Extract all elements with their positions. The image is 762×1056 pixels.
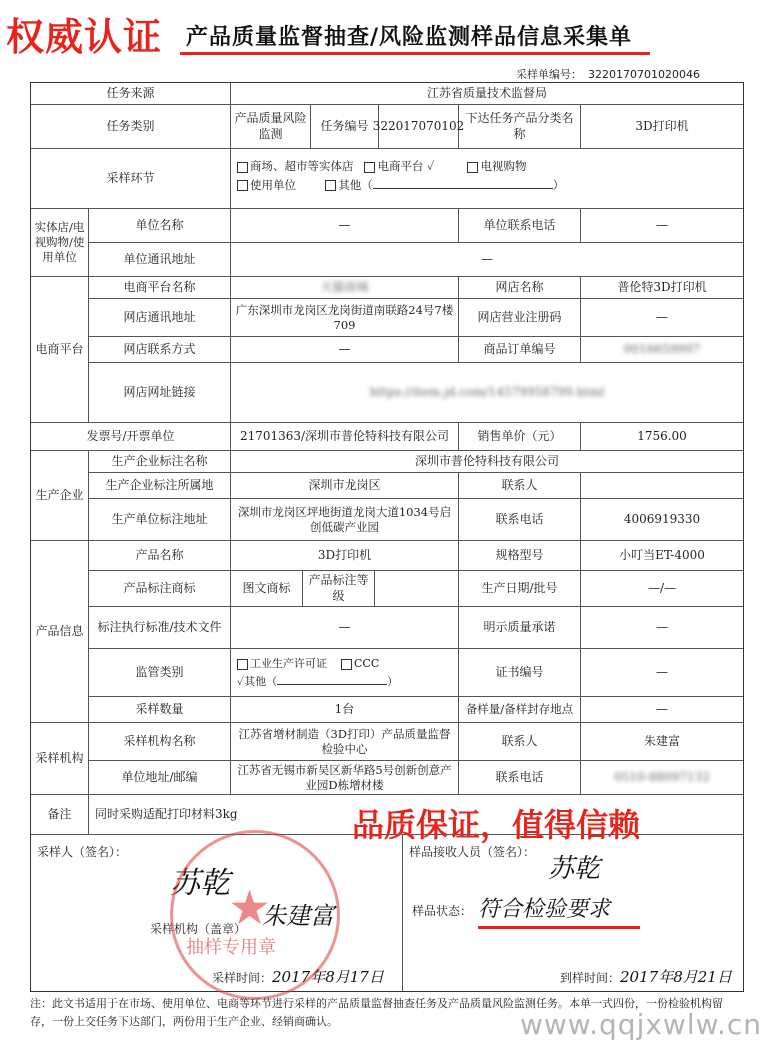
title-red-underline — [180, 52, 650, 55]
checkbox-icon — [237, 180, 248, 191]
checkbox-icon — [341, 659, 352, 670]
standard-label: 标注执行标准/技术文件 — [89, 607, 231, 649]
remarks-label: 备注 — [31, 795, 89, 835]
invoice-value: 21701363/深圳市普伦特科技有限公司 — [231, 423, 459, 451]
checkbox-icon — [467, 162, 478, 173]
unit-name-label: 单位名称 — [89, 209, 231, 243]
producer-phone-value: 4006919330 — [581, 499, 743, 541]
shop-registration-value: — — [581, 299, 743, 337]
sampling-time-value: 2017年8月17日 — [272, 968, 384, 986]
product-name-value: 3D打印机 — [231, 541, 459, 571]
supervision-option-other[interactable]: ✓其他（ ） — [237, 675, 399, 689]
order-number-value: 0016659997 — [581, 337, 743, 363]
unit-phone-label: 单位联系电话 — [459, 209, 581, 243]
unit-address-label: 单位通讯地址 — [89, 243, 231, 277]
agency-contact-label: 联系人 — [459, 723, 581, 761]
sample-quantity-value: 1台 — [231, 697, 459, 723]
sampler-signature-label: 采样人（签名）： — [37, 845, 128, 859]
sampling-stage-label: 采样环节 — [31, 149, 231, 209]
model-value: 小叮当ET-4000 — [581, 541, 743, 571]
producer-group-label: 生产企业 — [31, 451, 89, 541]
producer-name-label: 生产企业标注名称 — [89, 451, 231, 473]
trademark-value: 图文商标 — [231, 571, 303, 607]
sample-status-value: 符合检验要求 — [478, 897, 611, 922]
unit-phone-value: — — [581, 209, 743, 243]
unit-price-label: 销售单价（元） — [459, 423, 581, 451]
shop-name-value: 普伦特3D打印机 — [581, 277, 743, 299]
checkbox-icon — [237, 162, 248, 173]
stage-option-ecommerce[interactable]: 电商平台 ✓ — [364, 159, 434, 173]
task-source-label: 任务来源 — [31, 83, 231, 105]
agency-phone-label: 联系电话 — [459, 761, 581, 795]
shop-url-label: 网店网址链接 — [89, 363, 231, 423]
sample-quantity-label: 采样数量 — [89, 697, 231, 723]
backup-sample-label: 备样量/备样封存地点 — [459, 697, 581, 723]
supervision-label: 监管类别 — [89, 649, 231, 697]
supervision-options — [231, 649, 459, 697]
sampling-time-label: 采样时间： — [212, 971, 273, 985]
quality-guarantee-overlay: 品质保证，值得信赖 — [352, 806, 641, 844]
seal-text: 抽样专用章 — [186, 937, 276, 958]
grade-label: 产品标注等级 — [303, 571, 375, 607]
arrival-time-label: 到样时间： — [560, 971, 621, 985]
checkbox-icon — [364, 162, 375, 173]
producer-address-label: 生产单位标注地址 — [89, 499, 231, 541]
agency-phone-value: 0510-88097132 — [581, 761, 743, 795]
sample-status-label: 样品状态： — [412, 904, 473, 918]
sampling-time — [212, 966, 384, 987]
shop-address-value: 广东深圳市龙岗区龙岗街道南联路24号7楼709 — [231, 299, 459, 337]
task-number-label: 任务编号 — [311, 105, 379, 149]
unit-address-value: — — [231, 243, 743, 277]
task-source-value: 江苏省质量技术监督局 — [231, 83, 743, 105]
agency-name-value: 江苏省增材制造（3D打印）产品质量监督检验中心 — [231, 723, 459, 761]
producer-location-value: 深圳市龙岗区 — [231, 473, 459, 499]
certificate-value: — — [581, 649, 743, 697]
model-label: 规格型号 — [459, 541, 581, 571]
sampling-form — [30, 82, 744, 992]
producer-name-value: 深圳市普伦特科技有限公司 — [231, 451, 743, 473]
platform-name-label: 电商平台名称 — [89, 277, 231, 299]
status-red-underline — [478, 926, 640, 929]
production-date-label: 生产日期/批号 — [459, 571, 581, 607]
agency-seal-label: 采样机构（盖章） — [150, 922, 247, 936]
form-title: 产品质量监督抽查/风险监测样品信息采集单 — [186, 24, 633, 50]
stage-option-tv[interactable]: 电视购物 — [467, 159, 526, 173]
unit-price-value: 1756.00 — [581, 423, 743, 451]
task-number-value: 322017070102 — [379, 105, 459, 149]
quality-promise-label: 明示质量承诺 — [459, 607, 581, 649]
checkbox-icon — [325, 180, 336, 191]
arrival-time-value: 2017年8月21日 — [620, 968, 732, 986]
quality-promise-value: — — [581, 607, 743, 649]
sampling-stage-options — [231, 149, 743, 209]
task-type-value: 产品质量风险监测 — [231, 105, 311, 149]
shop-name-label: 网店名称 — [459, 277, 581, 299]
shop-address-label: 网店通讯地址 — [89, 299, 231, 337]
shop-contact-label: 网店联系方式 — [89, 337, 231, 363]
shop-contact-value: — — [231, 337, 459, 363]
production-date-value: —/— — [581, 571, 743, 607]
agency-address-label: 单位地址/邮编 — [89, 761, 231, 795]
sampler-signature-1: 苏乾 — [170, 866, 230, 901]
agency-group-label: 采样机构 — [31, 723, 89, 795]
serial-value: 3220170701020046 — [588, 68, 700, 81]
receiver-signature-label: 样品接收人员（签名）： — [409, 845, 536, 859]
producer-location-label: 生产企业标注所属地 — [89, 473, 231, 499]
unit-name-value: — — [231, 209, 459, 243]
site-watermark: www.qqjxwlw.cn — [520, 1008, 762, 1041]
grade-value — [375, 571, 459, 607]
arrival-time — [560, 966, 732, 987]
receiver-signature: 苏乾 — [548, 854, 601, 884]
producer-contact-value — [581, 473, 743, 499]
stage-option-user[interactable]: 使用单位 — [237, 178, 296, 192]
order-number-label: 商品订单编号 — [459, 337, 581, 363]
producer-contact-label: 联系人 — [459, 473, 581, 499]
trademark-label: 产品标注商标 — [89, 571, 231, 607]
ecommerce-group-label: 电商平台 — [31, 277, 89, 423]
supervision-option-ccc[interactable]: CCC — [341, 657, 379, 670]
serial-label: 采样单编号： — [516, 68, 582, 81]
shop-url-value: https://item.jd.com/14579958799.html — [231, 363, 743, 423]
task-type-label: 任务类别 — [31, 105, 231, 149]
footer-note: 注：此文书适用于在市场、使用单位、电商等环节进行采样的产品质量监督抽查任务及产品质量风险监测任务。本单一式四份，一份检验机构留存，一份上交任务下达部门，两份用于生产企业、经销商确认。 — [30, 997, 723, 1028]
seal-star-icon: ★ — [228, 880, 272, 936]
agency-name-label: 采样机构名称 — [89, 723, 231, 761]
product-category-label: 下达任务产品分类名称 — [459, 105, 581, 149]
remarks-value: 同时采购适配打印材料3kg — [89, 795, 743, 835]
backup-sample-value: — — [581, 697, 743, 723]
product-category-value: 3D打印机 — [581, 105, 743, 149]
authority-certified-overlay: 权威认证 — [6, 15, 163, 59]
store-group-label: 实体店/电视购物/使用单位 — [31, 209, 89, 277]
product-group-label: 产品信息 — [31, 541, 89, 723]
certificate-label: 证书编号 — [459, 649, 581, 697]
stage-option-store[interactable]: 商场、超市等实体店 — [237, 159, 354, 173]
supervision-option-license[interactable]: 工业生产许可证 — [237, 657, 327, 670]
platform-name-value: 天猫商城 — [231, 277, 459, 299]
producer-address-value: 深圳市龙岗区坪地街道龙岗大道1034号启创低碳产业园 — [231, 499, 459, 541]
agency-contact-value: 朱建富 — [581, 723, 743, 761]
shop-registration-label: 网店营业注册码 — [459, 299, 581, 337]
standard-value: — — [231, 607, 459, 649]
invoice-label: 发票号/开票单位 — [31, 423, 231, 451]
sampler-signature-2: 朱建富 — [262, 902, 334, 930]
agency-address-value: 江苏省无锡市新吴区新华路5号创新创意产业园D栋增材楼 — [231, 761, 459, 795]
checkbox-icon — [237, 659, 248, 670]
serial-number — [510, 66, 700, 82]
stage-option-other[interactable]: 其他（ ） — [325, 178, 564, 192]
product-name-label: 产品名称 — [89, 541, 231, 571]
producer-phone-label: 联系电话 — [459, 499, 581, 541]
